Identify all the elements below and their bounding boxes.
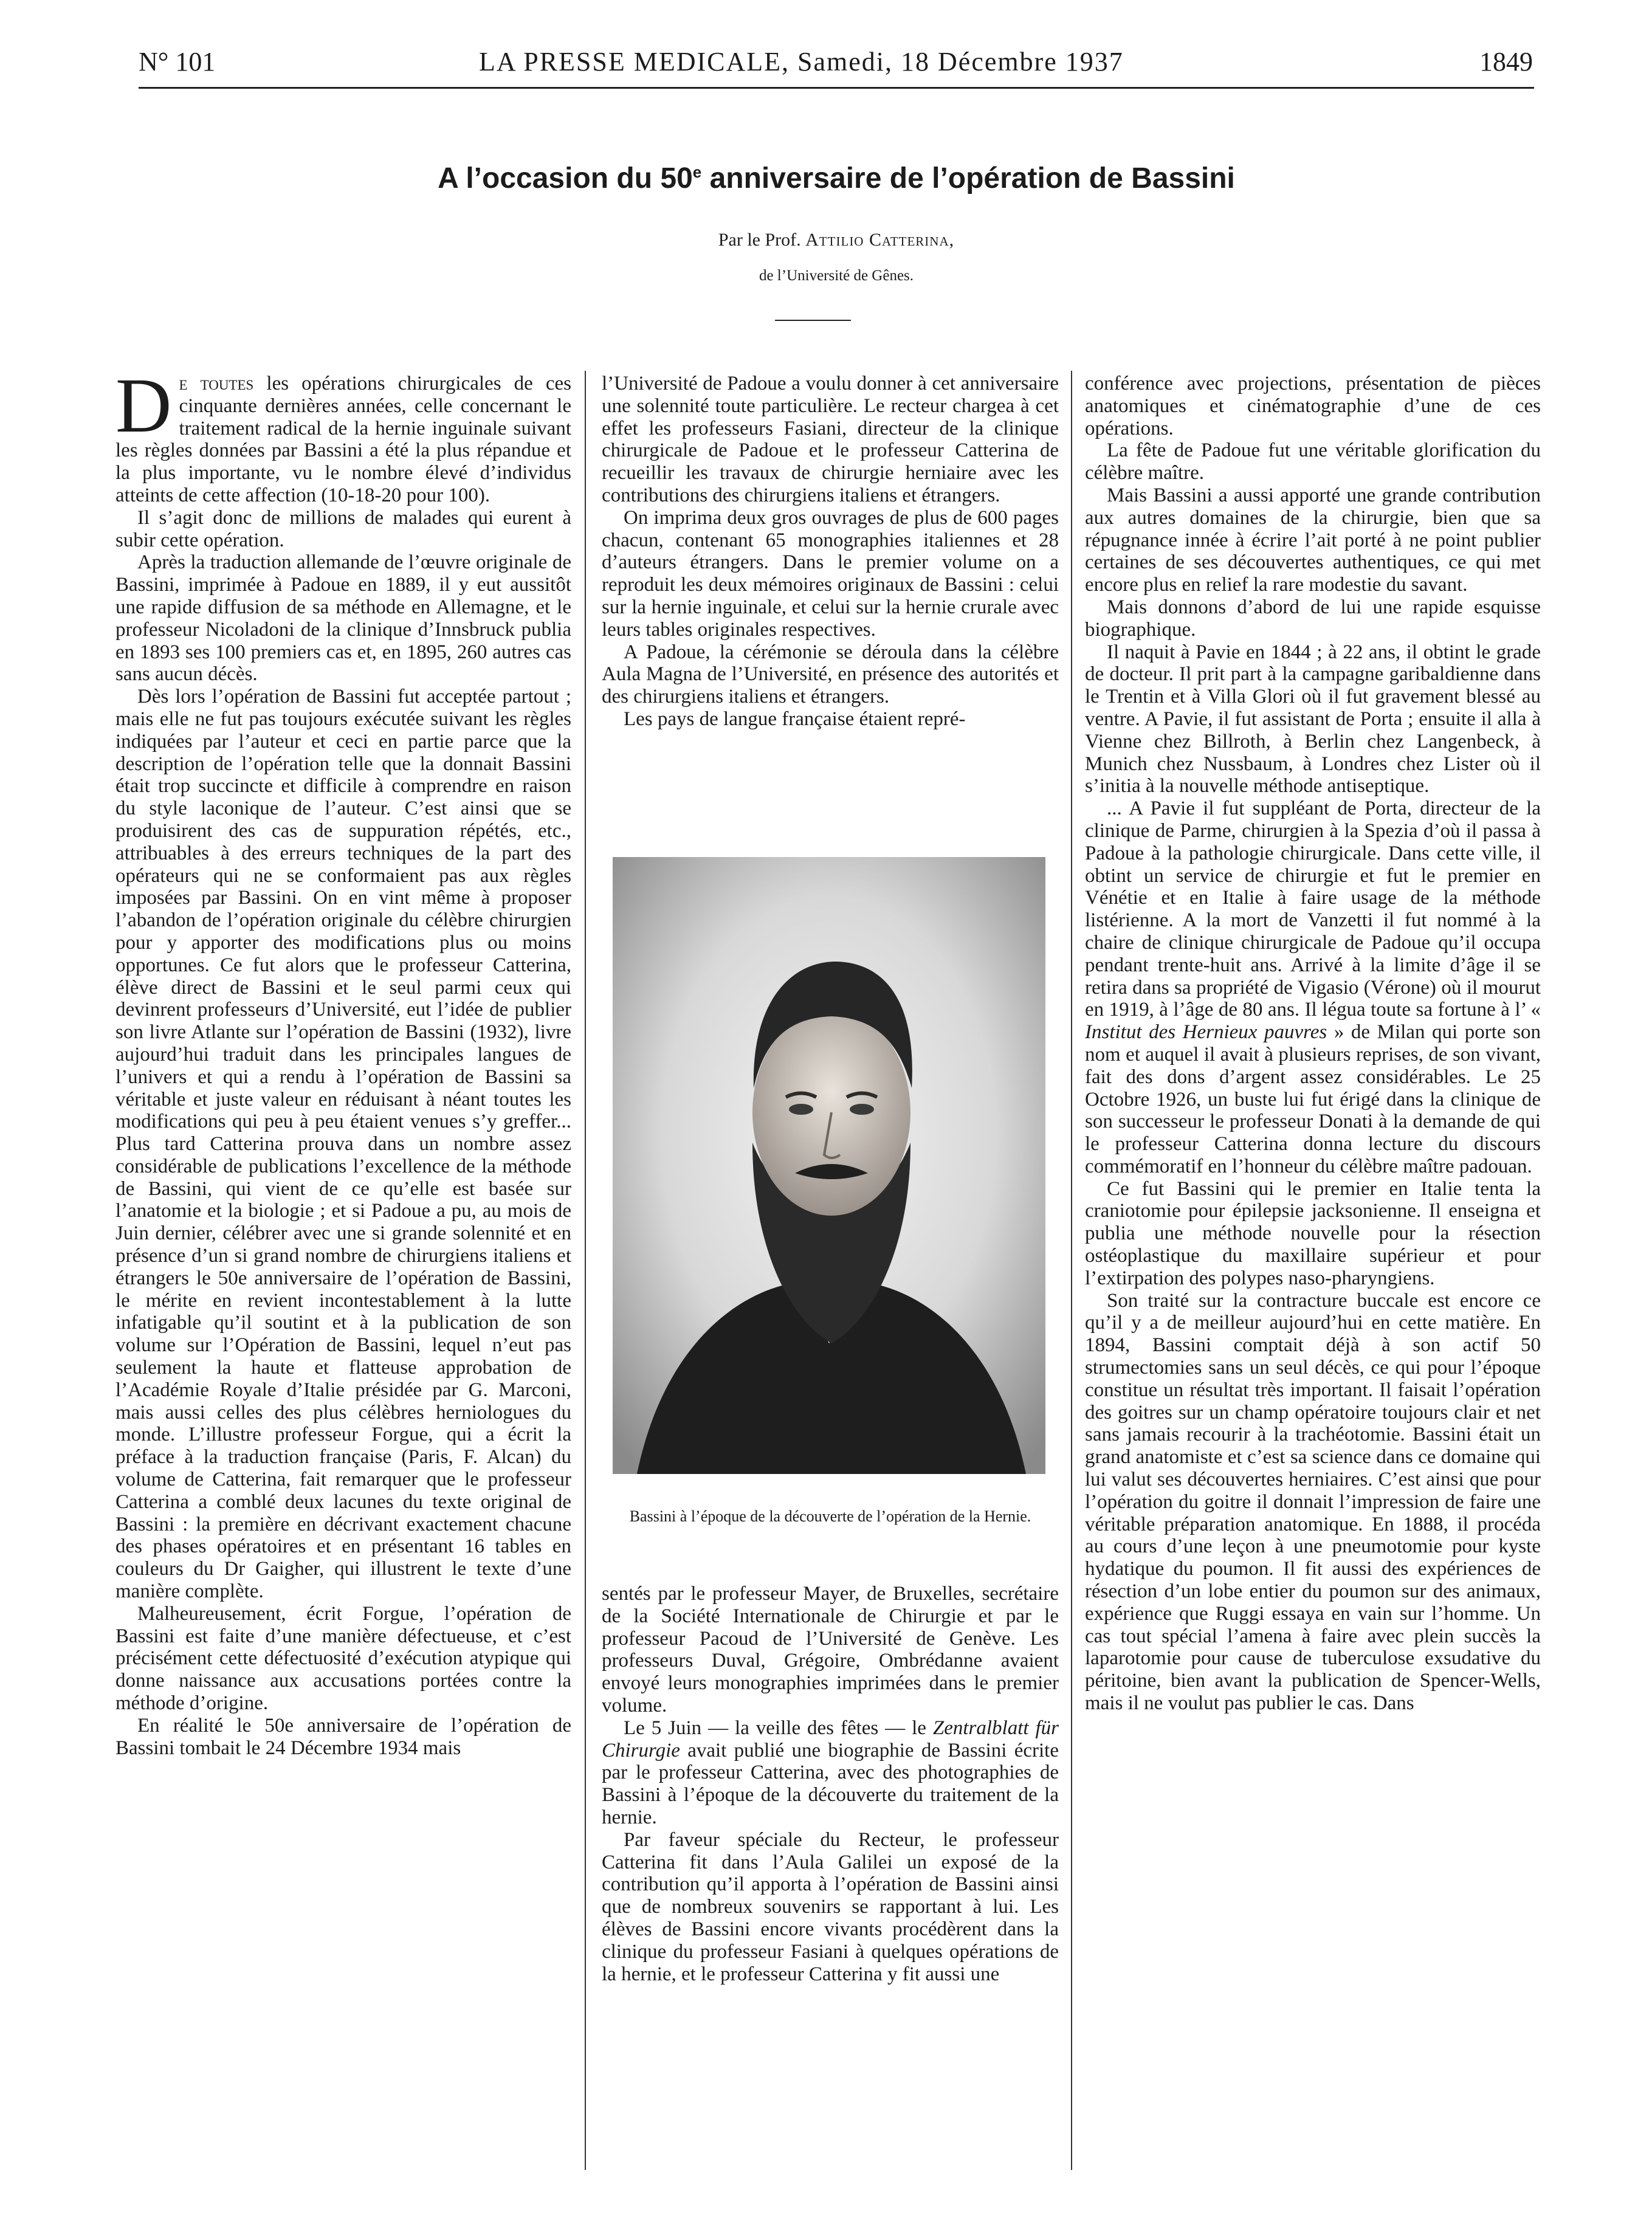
paragraph: Dès lors l’opération de Bassini fut acceptée partout ; mais elle ne fut pas toujours exécutée suivant les règles indiquées par l’auteur et ceci en partie parce que la description de l’opération telle que la donnait Bassini était trop succincte et difficile à comprendre en raison du style laconique de l’auteur. C’est ainsi que se produisirent des cas de suppuration répétés, etc., attribuables à des erreurs techniques de la part des opérateurs qui ne se conformaient pas aux règles imposées par Bassini. On en vint même à proposer l’abandon de l’opération originale du célèbre chirurgien pour y apporter des modifications plus ou moins opportunes. Ce fut alors que le professeur Catterina, élève direct de Bassini et le seul parmi ceux qui devinrent professeurs d’Université, eut l’idée de publier son livre Atlante sur l’opération de Bassini (1932), livre aujourd’hui traduit dans les principales langues de l’univers et qui a rendu à l’opération de Bassini sa véritable et juste valeur en réduisant à néant toutes les modifications qui peu à peu étaient venues s’y greffer... Plus tard Catterina prouva dans un nombre assez considérable de publications l’excellence de la méthode de Bassini, qui vient de ce qu’elle est basée sur l’anatomie et la biologie ; et si Padoue a pu, au mois de Juin dernier, célébrer avec une si grande solennité et en présence d’un si grand nombre de chirurgiens italiens et étrangers le 50e anniversaire de l’opération de Bassini, le mérite en revient incontestablement à la lutte infatigable qu’il soutint et à la publication de son volume sur l’Opération de Bassini, lequel n’eut pas seulement la haute et flatteuse approbation de l’Académie Royale d’Italie présidée par G. Marconi, mais aussi celles des plus célèbres herniologues du monde. L’illustre professeur Forgue, qui a écrit la préface à la traduction française (Paris, F. Alcan) du volume de Catterina, fait remarquer que le professeur Catterina a comblé deux lacunes du texte original de Bassini : la première en décrivant exactement chacune des phases opératoires et en présentant 16 tables en couleurs du Dr Gaigher, qui illustrent le texte d’une manière complète. xyxy=(115,686,571,1603)
column-3 xyxy=(1085,373,1541,1715)
paragraph: l’Université de Padoue a voulu donner à cet anniversaire une solennité toute particulière. Le recteur chargea à cet effet les professeurs Fasiani, directeur de la clinique chirurgicale de Padoue et le professeur Catterina de recueillir les travaux de chirurgie herniaire avec les contributions des chirurgiens italiens et étrangers. xyxy=(602,373,1059,506)
paragraph: Son traité sur la contracture buccale est encore ce qu’il y a de meilleur aujourd’hui en cette matière. En 1894, Bassini comptait déjà à son actif 50 strumectomies sans un seul décès, ce qui pour l’époque constitue un résultat très important. Il faisait l’opération des goitres sur un champ opératoire toujours clair et net sans jamais recourir à la trachéotomie. Bassini était un grand anatomiste et c’est sa science dans ce domaine qui lui valut ses découvertes herniaires. C’est ainsi que pour l’opération du goitre il donnait l’impression de faire une véritable préparation anatomique. En 1888, il procéda au cours d’une leçon à une pneumotomie pour kyste hydatique du poumon. Il fit aussi des expériences de résection d’un lobe entier du poumon sur des animaux, expérience que Ruggi essaya en vain sur l’homme. Un cas tout spécial l’amena à faire avec plein succès la laparotomie pour cause de tuberculose exsudative du péritoine, bien avant la publication de Spencer-Wells, mais il ne voulut pas publier le cas. Dans xyxy=(1085,1289,1541,1715)
author-name: Attilio Catterina, xyxy=(805,230,955,250)
byline-prefix: Par le Prof. xyxy=(718,230,801,250)
byline xyxy=(139,230,1534,250)
paragraph: conférence avec projections, présentation de pièces anatomiques et cinématographie d’une de ces opérations. xyxy=(1085,373,1541,439)
photo-caption: Bassini à l’époque de la découverte de l’opération de la Hernie. xyxy=(629,1507,1031,1525)
column-2-top xyxy=(602,373,1059,731)
paragraph-text: » de Milan qui porte son nom et auquel il avait à plusieurs reprises, de son vivant, fait des dons d’argent assez considérables. Le 25 Octobre 1926, un buste lui fut érigé dans la clinique de son successeur le professeur Donati à la demande de qui le professeur Catterina donna lecture du discours commémoratif en l’honneur du célèbre maître padouan. xyxy=(1085,1021,1541,1177)
paragraph: A Padoue, la cérémonie se déroula dans la célèbre Aula Magna de l’Université, en présence des autorités et des chirurgiens italiens et étrangers. xyxy=(602,641,1059,708)
paragraph xyxy=(115,362,571,507)
paragraph: La fête de Padoue fut une véritable glorification du célèbre maître. xyxy=(1085,439,1541,484)
column-2-bottom xyxy=(602,1583,1059,1985)
column-1 xyxy=(115,362,571,1759)
page-number: 1849 xyxy=(1479,47,1533,77)
running-header xyxy=(139,46,1533,89)
title-separator xyxy=(775,320,851,321)
paragraph-text: les opérations chirurgicales de ces cinquante dernières années, celle concernant le traitement radical de la hernie inguinale suivant les règles données par Bassini a été la plus répandue et la plus importante, vu le nombre élevé d’individus atteints de cette affection (10-18-20 pour 100). xyxy=(115,373,571,506)
paragraph: Ce fut Bassini qui le premier en Italie tenta la craniotomie pour épilepsie jacksonienne. Il enseigna et publia une méthode nouvelle pour la résection ostéoplastique du maxillaire supérieur et pour l’extirpation des polypes naso-pharyngiens. xyxy=(1085,1177,1541,1289)
paragraph: On imprima deux gros ouvrages de plus de 600 pages chacun, contenant 65 monographies italiennes et 28 d’auteurs étrangers. Dans le premier volume on a reproduit les deux mémoires originaux de Bassini : celui sur la hernie inguinale, et celui sur la hernie crurale avec leurs tables originales respectives. xyxy=(602,506,1059,641)
affiliation: de l’Université de Gênes. xyxy=(759,267,914,284)
paragraph-text: ... A Pavie il fut suppléant de Porta, directeur de la clinique de Parme, chirurgien à la Spezia d’où il passa à Padoue à la pathologie chirurgicale. Dans cette ville, il obtint un service de chirurgie et fut le premier en Vénétie et en Italie à faire usage de la méthode listérienne. A la mort de Vanzetti il fut nommé à la chaire de clinique chirurgicale de Padoue qu’il occupa pendant trente-huit ans. Arrivé à la limite d’âge il se retira dans sa propriété de Vigasio (Vérone) où il mourut en 1919, à l’âge de 80 ans. Il légua toute sa fortune à l’ « xyxy=(1085,797,1541,1021)
issue-number: N° 101 xyxy=(139,47,216,77)
paragraph xyxy=(602,1717,1059,1829)
column-divider-2 xyxy=(1071,371,1072,2170)
drop-cap: D xyxy=(115,362,172,449)
paragraph: sentés par le professeur Mayer, de Bruxelles, secrétaire de la Société Internationale de Chirurgie et par le professeur Pacoud de l’Université de Genève. Les professeurs Duval, Grégoire, Ombrédanne avaient envoyé leurs monographies imprimées dans le premier volume. xyxy=(602,1583,1059,1717)
title-text-b: anniversaire de l’opération de Bassini xyxy=(701,162,1235,195)
bassini-portrait-photo xyxy=(613,857,1045,1474)
paragraph: Mais Bassini a aussi apporté une grande contribution aux autres domaines de la chirurgie, bien que sa répugnance innée à écrire l’ait porté à ne point publier certaines de ses découvertes authentiques, ce qui met encore plus en relief la rare modestie du savant. xyxy=(1085,484,1541,596)
journal-reference: Zentralblatt für Chirurgie xyxy=(602,1717,1059,1761)
journal-title-line xyxy=(479,46,1124,77)
title-superscript: e xyxy=(692,163,702,181)
column-divider-1 xyxy=(585,371,586,2170)
paragraph: Les pays de langue française étaient repré- xyxy=(624,708,966,730)
paragraph: Par faveur spéciale du Recteur, le professeur Catterina fit dans l’Aula Galilei un exposé de la contribution qu’il apporta à l’opération de Bassini ainsi que de nombreux souvenirs se rapportant à lui. Les élèves de Bassini encore vivants procédèrent dans la clinique du professeur Fasiani à quelques opérations de la hernie, et le professeur Catterina y fit aussi une xyxy=(602,1828,1059,1985)
paragraph-text: avait publié une biographie de Bassini écrite par le professeur Catterina, avec des photographies de Bassini à l’époque de la découverte du traitement de la hernie. xyxy=(602,1739,1059,1828)
paragraph: En réalité le 50e anniversaire de l’opération de Bassini tombait le 24 Décembre 1934 mais xyxy=(115,1714,571,1759)
paragraph-text: Le 5 Juin — la veille des fêtes — le xyxy=(624,1717,933,1739)
institution-name: Institut des Herniеux pauvres xyxy=(1085,1021,1327,1044)
paragraph: Il s’agit donc de millions de malades qui eurent à subir cette opération. xyxy=(115,506,571,551)
paragraph: Il naquit à Pavie en 1844 ; à 22 ans, il obtint le grade de docteur. Il prit part à la campagne garibaldienne dans le Trentin et à Villa Glori où il fut gravement blessé au ventre. A Pavie, il fut assistant de Porta ; ensuite il alla à Vienne chez Billroth, à Berlin chez Langenbeck, à Munich chez Nussbaum, à Londres chez Lister où il s’initia à la nouvelle méthode antiseptique. xyxy=(1085,641,1541,797)
portrait-image xyxy=(613,857,1045,1474)
paragraph: Mais donnons d’abord de lui une rapide esquisse biographique. xyxy=(1085,596,1541,641)
journal-name: LA PRESSE MEDICALE, xyxy=(479,47,790,77)
lead-words: e toutes xyxy=(179,373,254,394)
paragraph: Malheureusement, écrit Forgue, l’opération de Bassini est faite d’une manière défectueuse, et c’est précisément cette défectuosité d’exécution atypique qui donne naissance aux accusations portées contre la méthode d’origine. xyxy=(115,1602,571,1715)
paragraph: Après la traduction allemande de l’œuvre originale de Bassini, imprimée à Padoue en 1889, il y eut aussitôt une rapide diffusion de sa méthode en Allemagne, et le professeur Nicoladoni de la clinique d’Innsbruck publia en 1893 ses 100 premiers cas et, en 1895, 260 autres cas sans aucun décès. xyxy=(115,551,571,686)
article-title xyxy=(139,162,1534,195)
issue-date: Samedi, 18 Décembre 1937 xyxy=(797,47,1124,77)
header-rule xyxy=(139,87,1534,89)
paragraph xyxy=(1085,797,1541,1178)
title-text-a: A l’occasion du 50 xyxy=(438,162,693,195)
